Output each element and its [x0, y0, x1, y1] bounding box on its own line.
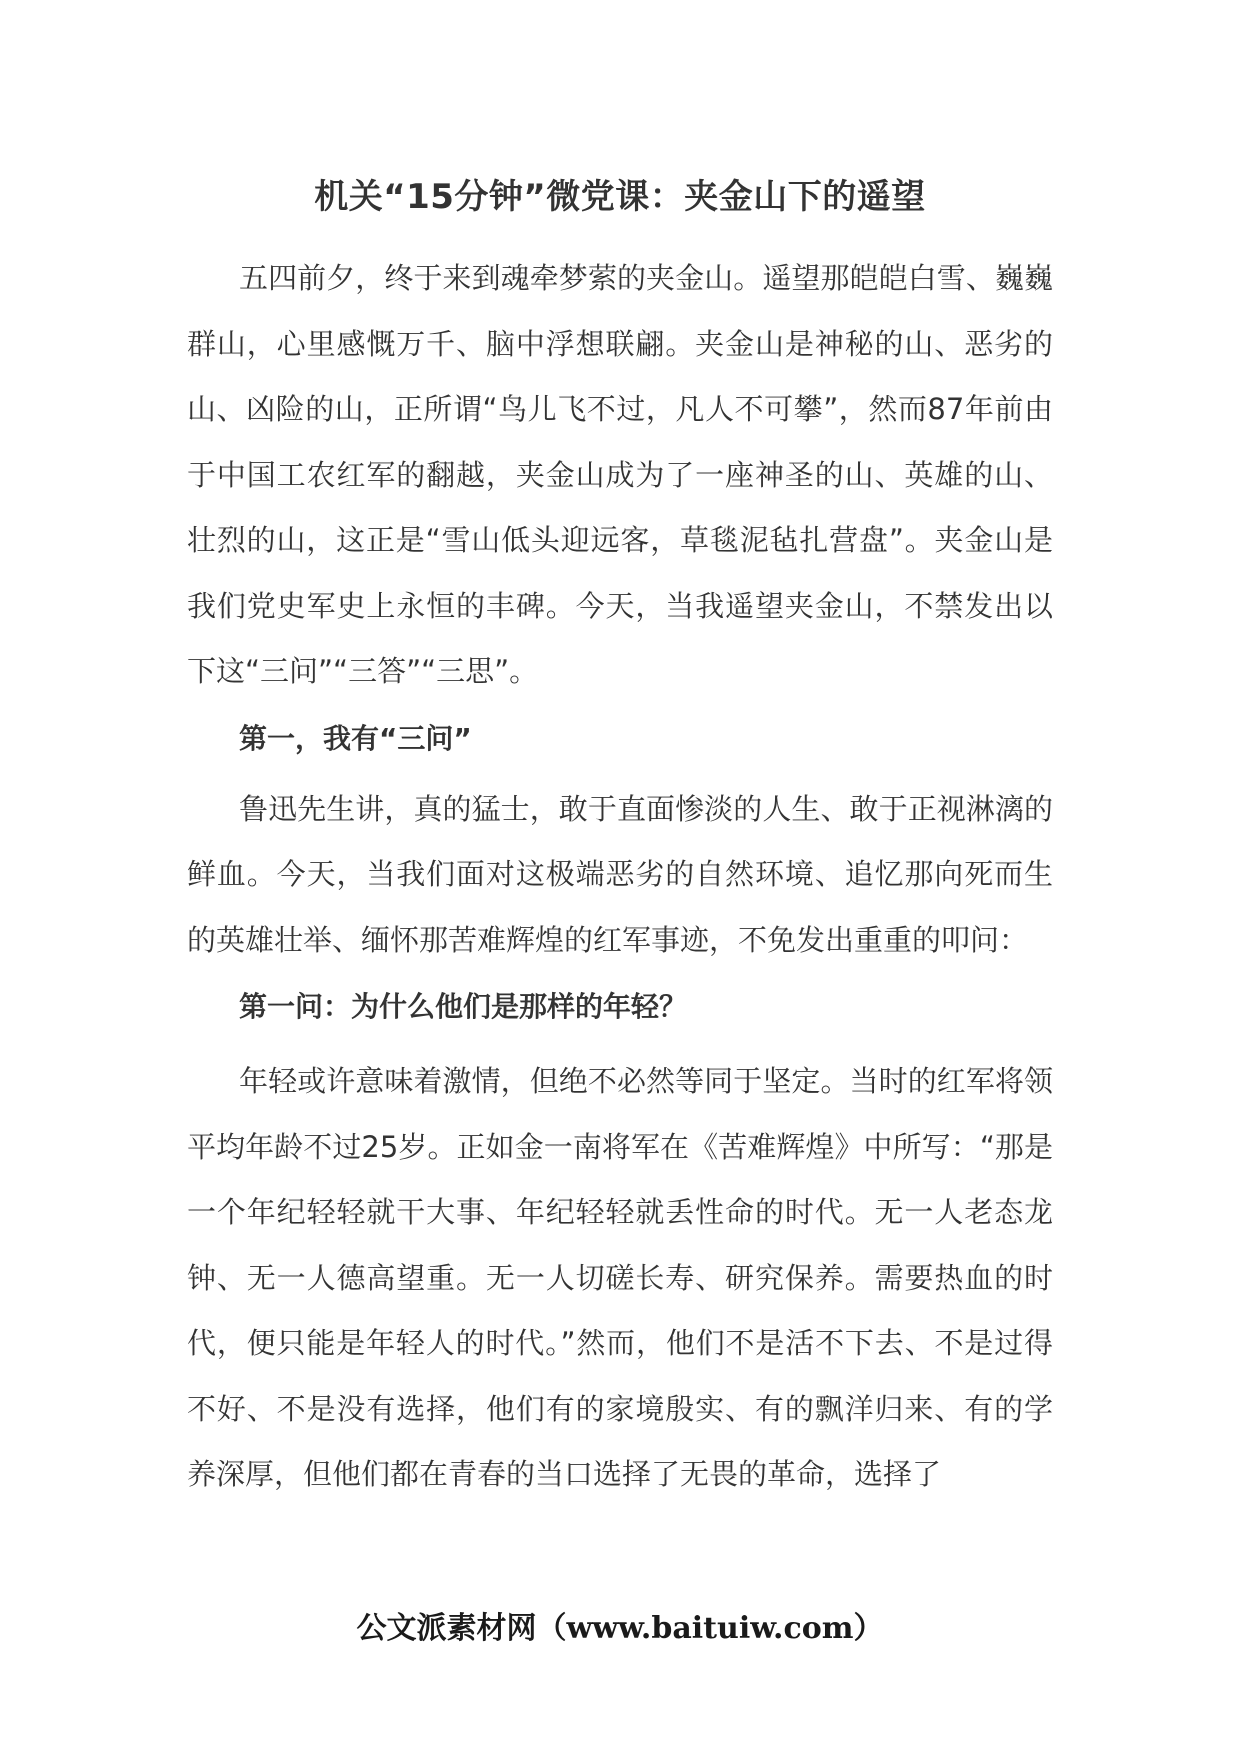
- paragraph-youth: 年轻或许意味着激情，但绝不必然等同于坚定。当时的红军将领平均年龄不过25岁。正如金一南将军在《苦难辉煌》中所写：“那是一个年纪轻轻就干大事、年纪轻轻就丢性命的时代。无一人老态龙钟、无一人德高望重。无一人切磋长寿、研究保养。需要热血的时代，便只能是年轻人的时代。”然而，他们不是活不下去、不是过得不好、不是没有选择，他们有的家境殷实、有的飘洋归来、有的学养深厚，但他们都在青春的当口选择了无畏的革命，选择了: [187, 1064, 1053, 1491]
- page-footer-watermark: 公文派素材网（www.baituiw.com）: [356, 1611, 884, 1646]
- paragraph-lu-xun: 鲁迅先生讲，真的猛士，敢于直面惨淡的人生、敢于正视淋漓的鲜血。今天，当我们面对这极端恶劣的自然环境、追忆那向死而生的英雄壮举、缅怀那苦难辉煌的红军事迹，不免发出重重的叩问：: [187, 791, 1053, 957]
- section-heading-three-questions: 第一，我有“三问”: [239, 721, 472, 755]
- paragraph-intro: 五四前夕，终于来到魂牵梦萦的夹金山。遥望那皑皑白雪、巍巍群山，心里感慨万千、脑中浮想联翩。夹金山是神秘的山、恶劣的山、凶险的山，正所谓“鸟儿飞不过，凡人不可攀”，然而87年前由于中国工农红军的翻越，夹金山成为了一座神圣的山、英雄的山、壮烈的山，这正是“雪山低头迎远客，草毯泥毡扎营盘”。夹金山是我们党史军史上永恒的丰碑。今天，当我遥望夹金山，不禁发出以下这“三问”“三答”“三思”。: [187, 261, 1053, 688]
- document-title: 机关“15分钟”微党课：夹金山下的遥望: [314, 177, 926, 217]
- subheading-first-question: 第一问：为什么他们是那样的年轻？: [239, 990, 688, 1023]
- document-body: [187, 246, 1053, 1508]
